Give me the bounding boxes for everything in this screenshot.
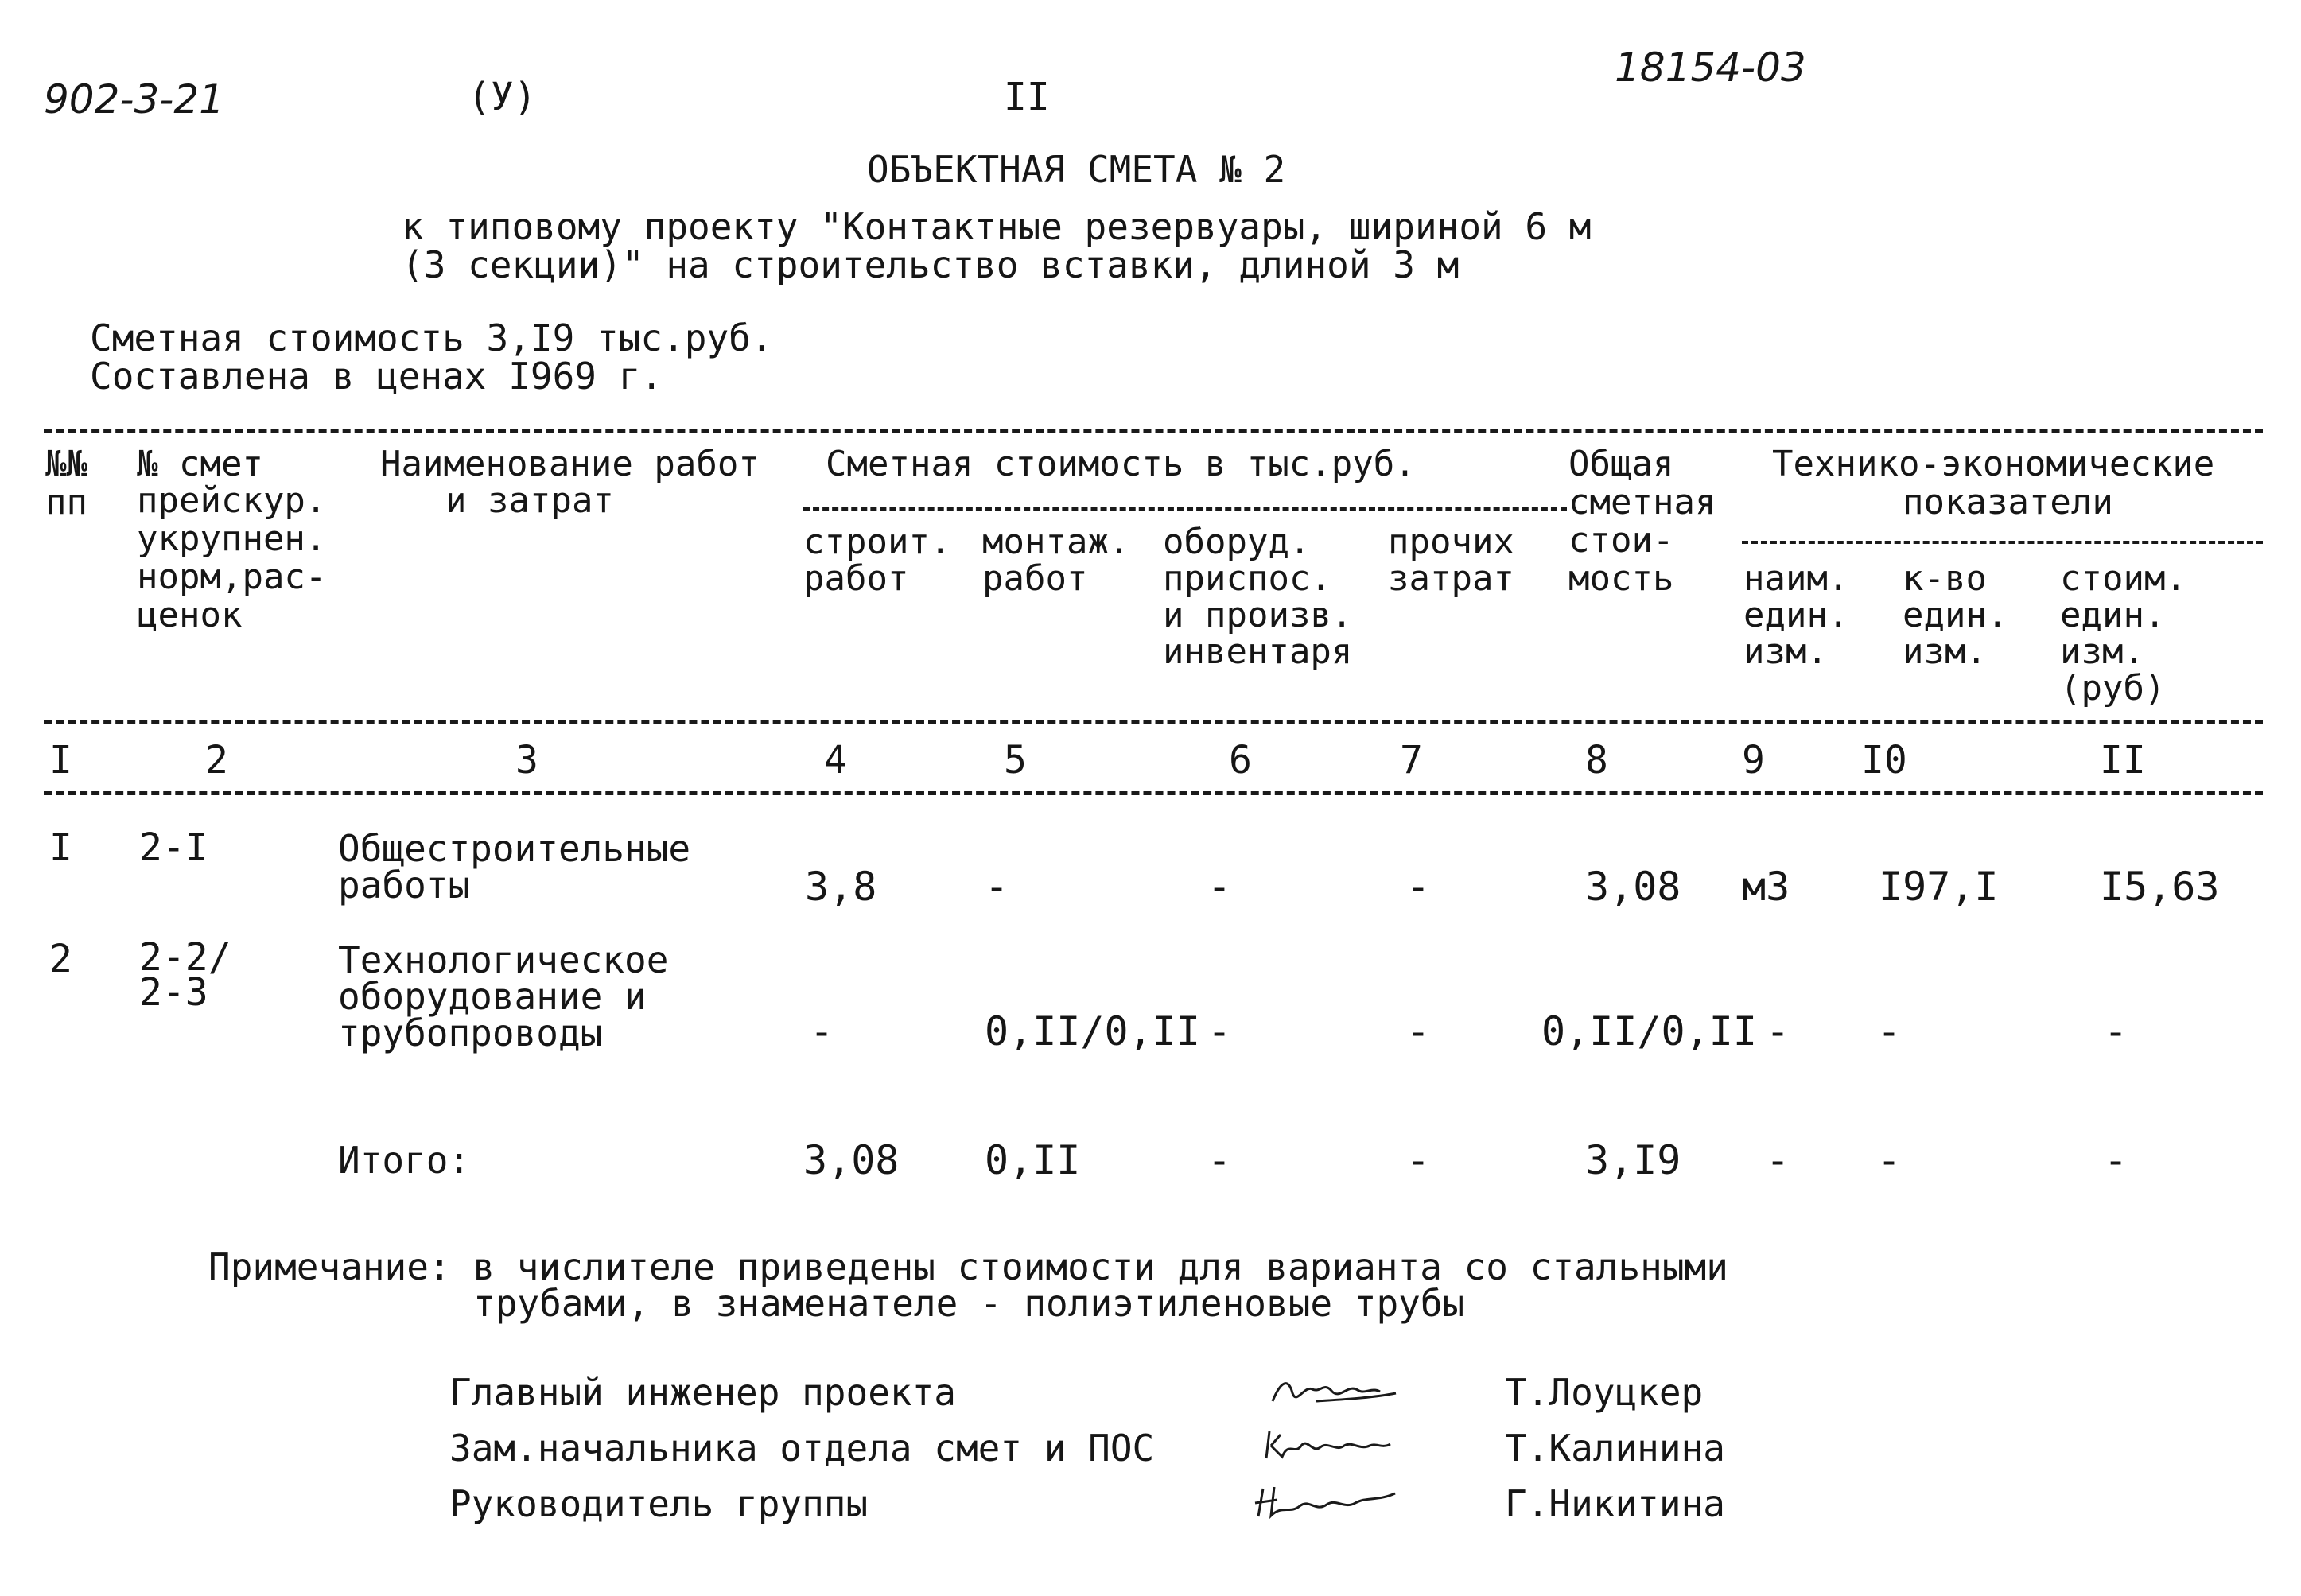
col-header-total-l1: Общая	[1568, 444, 1674, 484]
col-header-name-l2: и затрат	[445, 480, 614, 521]
row-number: I	[49, 825, 72, 870]
column-number: 5	[1004, 738, 1027, 782]
column-number: 8	[1585, 738, 1608, 782]
column-number: 6	[1229, 738, 1252, 782]
total-quantity: -	[1877, 1137, 1902, 1183]
total-unit-cost: -	[2104, 1137, 2128, 1183]
signer-role: Руководитель группы	[449, 1482, 869, 1525]
document-code: 902-3-21	[44, 76, 224, 122]
row-ref-l2: 2-3	[139, 970, 208, 1015]
total-install-cost: 0,II	[985, 1137, 1081, 1183]
row-name-l2: оборудование и	[338, 975, 647, 1018]
signer-name: Т.Калинина	[1505, 1427, 1725, 1470]
col-header-cost-group: Сметная стоимость в тыс.руб.	[826, 444, 1416, 484]
handwritten-signature	[1263, 1425, 1398, 1469]
row-build-cost: 3,8	[805, 864, 877, 910]
col-header-unitcost-l1: стоим.	[2060, 558, 2186, 599]
total-sum-cost: 3,I9	[1585, 1137, 1681, 1183]
col-header-other-l2: затрат	[1388, 558, 1514, 599]
row-other-cost: -	[1406, 864, 1431, 910]
handwritten-signature	[1250, 1481, 1401, 1524]
row-quantity: I97,I	[1879, 864, 1999, 910]
col-header-install-l1: монтаж.	[982, 522, 1130, 562]
table-top-rule	[44, 429, 2263, 433]
column-number: 2	[205, 738, 228, 782]
col-header-unit-l2: един.	[1743, 595, 1849, 635]
row-install-cost: -	[985, 864, 1009, 910]
document-subtitle-line1: к типовому проекту "Контактные резервуары, шириной 6 м	[402, 205, 1592, 248]
col-header-total-l4: мость	[1568, 558, 1674, 599]
column-number: 3	[515, 738, 538, 782]
row-name-l1: Технологическое	[338, 938, 669, 981]
row-install-cost: 0,II/0,II	[985, 1008, 1200, 1054]
tech-group-rule	[1742, 541, 2263, 544]
row-unit: -	[1766, 1008, 1790, 1054]
col-header-equip-l2: приспос.	[1163, 558, 1331, 599]
column-number: I0	[1861, 738, 1907, 782]
total-unit: -	[1766, 1137, 1790, 1183]
col-header-install-l2: работ	[982, 558, 1088, 599]
col-header-qty-l3: изм.	[1903, 631, 1987, 672]
total-other-cost: -	[1406, 1137, 1431, 1183]
column-numbers-rule	[44, 791, 2263, 795]
col-header-qty-l2: един.	[1903, 595, 2008, 635]
row-equip-cost: -	[1207, 864, 1232, 910]
document-title: ОБЪЕКТНАЯ СМЕТА № 2	[867, 148, 1286, 191]
signer-name: Г.Никитина	[1505, 1482, 1725, 1525]
total-equip-cost: -	[1207, 1137, 1232, 1183]
row-unit: м3	[1742, 864, 1790, 910]
col-header-total-l2: сметная	[1568, 482, 1716, 522]
row-ref-l1: 2-2/	[139, 935, 231, 980]
row-ref: 2-I	[139, 825, 208, 870]
row-name-l1: Общестроительные	[338, 827, 691, 870]
col-header-name-l1: Наименование работ	[380, 444, 760, 484]
handwritten-signature	[1269, 1369, 1404, 1413]
row-number: 2	[49, 937, 72, 981]
signer-role: Главный инженер проекта	[449, 1371, 956, 1414]
col-header-number-l1: №№	[45, 444, 87, 484]
signer-role: Зам.начальника отдела смет и ПОС	[449, 1427, 1155, 1470]
row-build-cost: -	[810, 1008, 834, 1054]
col-header-tech-group-l2: показатели	[1903, 482, 2113, 522]
cost-group-rule	[803, 507, 1567, 511]
column-number: I	[49, 738, 72, 782]
col-header-unit-l3: изм.	[1743, 631, 1828, 672]
signer-name: Т.Лоуцкер	[1505, 1371, 1704, 1414]
column-number: II	[2100, 738, 2146, 782]
col-header-ref-l2: прейскур.	[137, 480, 327, 521]
col-header-ref-l1: № смет	[137, 444, 263, 484]
row-unit-cost: I5,63	[2100, 864, 2220, 910]
row-name-l2: работы	[338, 864, 471, 907]
col-header-ref-l5: ценок	[137, 595, 243, 635]
column-number: 9	[1742, 738, 1765, 782]
col-header-build-l2: работ	[803, 558, 909, 599]
note-line2: трубами, в знаменателе - полиэтиленовые трубы	[473, 1282, 1465, 1325]
note-line1: Примечание: в числителе приведены стоимости для варианта со стальными	[208, 1245, 1728, 1288]
col-header-unit-l1: наим.	[1743, 558, 1849, 599]
col-header-build-l1: строит.	[803, 522, 951, 562]
column-number: 4	[824, 738, 847, 782]
variant-mark: (У)	[468, 75, 537, 119]
document-subtitle-line2: (3 секции)" на строительство вставки, длиной 3 м	[402, 243, 1460, 286]
row-total-cost: 0,II/0,II	[1541, 1008, 1757, 1054]
col-header-total-l3: стои-	[1568, 520, 1674, 561]
col-header-tech-group-l1: Технико-экономические	[1772, 444, 2215, 484]
column-number: 7	[1400, 738, 1423, 782]
col-header-ref-l3: укрупнен.	[137, 518, 327, 559]
col-header-unitcost-l4: (руб)	[2060, 668, 2166, 709]
row-other-cost: -	[1406, 1008, 1431, 1054]
page-number: II	[1004, 75, 1050, 119]
row-quantity: -	[1877, 1008, 1902, 1054]
row-equip-cost: -	[1207, 1008, 1232, 1054]
row-total-cost: 3,08	[1585, 864, 1681, 910]
total-build-cost: 3,08	[803, 1137, 900, 1183]
total-label: Итого:	[338, 1139, 471, 1182]
estimated-cost: Сметная стоимость 3,I9 тыс.руб.	[90, 316, 773, 359]
col-header-qty-l1: к-во	[1903, 558, 1987, 599]
row-unit-cost: -	[2104, 1008, 2128, 1054]
col-header-ref-l4: норм,рас-	[137, 557, 327, 597]
col-header-equip-l4: инвентаря	[1163, 631, 1353, 672]
col-header-equip-l3: и произв.	[1163, 595, 1353, 635]
col-header-unitcost-l2: един.	[2060, 595, 2166, 635]
row-name-l3: трубопроводы	[338, 1012, 603, 1054]
archive-number: 18154-03	[1615, 45, 1806, 91]
col-header-unitcost-l3: изм.	[2060, 631, 2144, 672]
col-header-number-l2: пп	[45, 482, 87, 522]
col-header-other-l1: прочих	[1388, 522, 1514, 562]
col-header-equip-l1: оборуд.	[1163, 522, 1311, 562]
price-base: Составлена в ценах I969 г.	[90, 355, 663, 398]
header-bottom-rule	[44, 720, 2263, 724]
